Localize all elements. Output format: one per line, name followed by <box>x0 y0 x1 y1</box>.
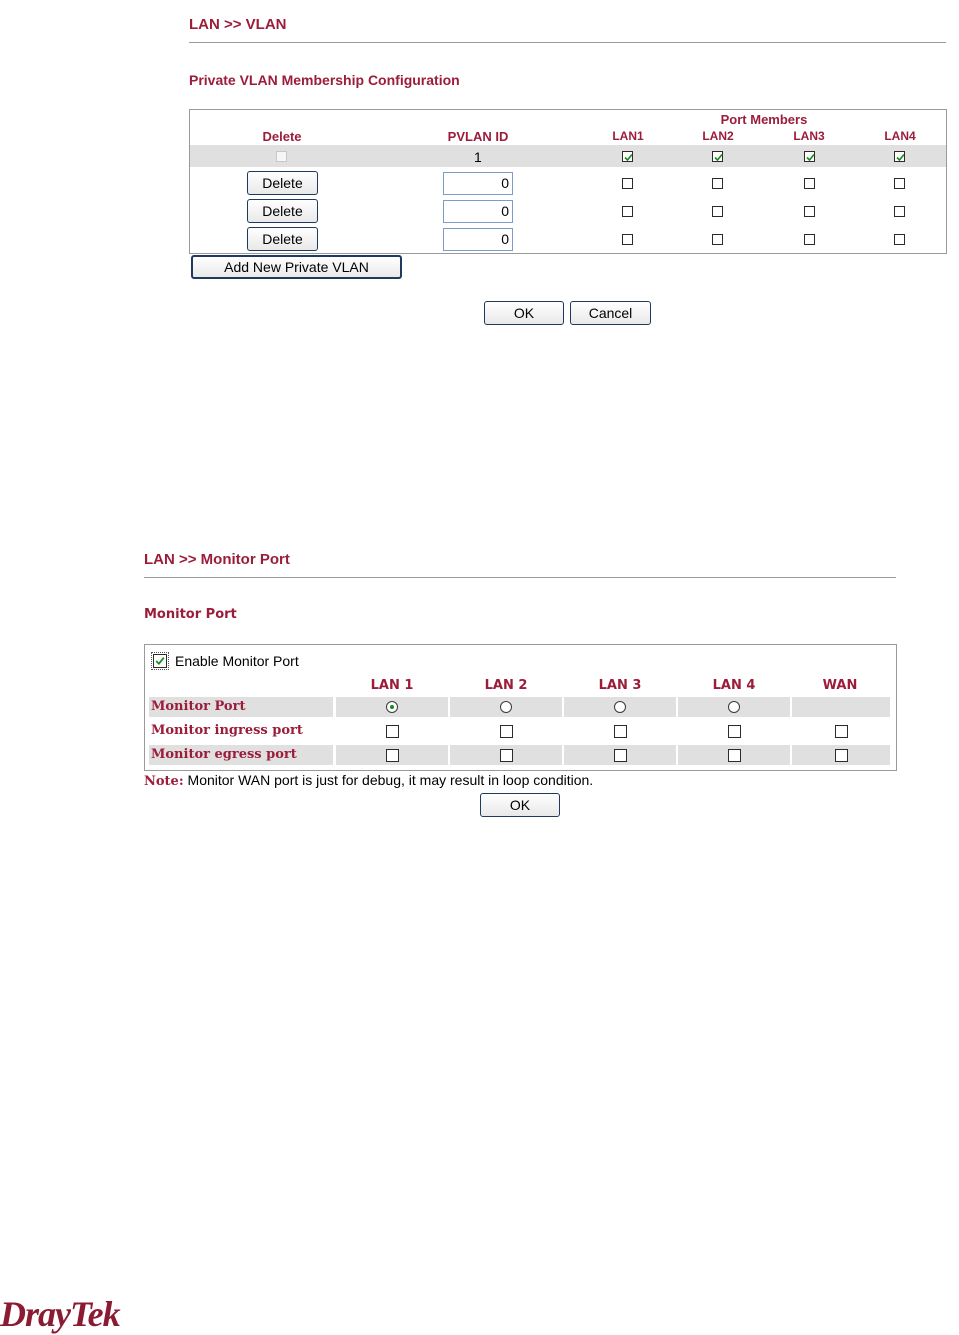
row3-lan1-checkbox[interactable] <box>622 206 633 217</box>
monitor-lan4-radio[interactable] <box>728 701 740 713</box>
vlan-cancel-button[interactable]: Cancel <box>570 301 651 325</box>
row2-lan4-checkbox[interactable] <box>894 178 905 189</box>
monitor-section-title: Monitor Port <box>144 607 237 622</box>
port-members-header: Port Members <box>720 112 808 127</box>
egress-lan3-checkbox[interactable] <box>614 749 627 762</box>
col-wan-header: WAN <box>822 678 858 693</box>
egress-lan4-checkbox[interactable] <box>728 749 741 762</box>
col-lan4-header: LAN 4 <box>712 678 756 693</box>
row2-lan3-checkbox[interactable] <box>804 178 815 189</box>
monitor-ingress-row-label: Monitor ingress port <box>151 723 303 738</box>
col-lan1-header: LAN 1 <box>370 678 414 693</box>
pvlan-id-input[interactable]: 0 <box>443 228 513 251</box>
vlan-page-title: LAN >> VLAN <box>189 16 287 33</box>
monitor-table <box>144 644 897 771</box>
enable-monitor-label: Enable Monitor Port <box>175 653 299 669</box>
pvlan-id-input[interactable]: 0 <box>443 200 513 223</box>
col-lan3-header: LAN 3 <box>598 678 642 693</box>
row4-lan4-checkbox[interactable] <box>894 234 905 245</box>
ingress-lan4-checkbox[interactable] <box>728 725 741 738</box>
draytek-logo: DrayTek <box>0 1294 120 1334</box>
monitor-lan2-radio[interactable] <box>500 701 512 713</box>
pvlan-id-input[interactable]: 0 <box>443 172 513 195</box>
row2-lan1-checkbox[interactable] <box>622 178 633 189</box>
vlan-table <box>189 109 947 254</box>
table-row <box>190 145 946 167</box>
egress-lan2-checkbox[interactable] <box>500 749 513 762</box>
pvlan-id-column-header: PVLAN ID <box>447 129 509 144</box>
delete-checkbox-disabled <box>276 151 287 162</box>
note-text: Monitor WAN port is just for debug, it may result in loop condition. <box>183 772 594 788</box>
monitor-title-divider <box>144 577 896 578</box>
add-new-private-vlan-button[interactable]: Add New Private VLAN <box>191 255 402 279</box>
monitor-lan1-radio[interactable] <box>386 701 398 713</box>
lan2-column-header: LAN2 <box>702 129 734 143</box>
enable-monitor-checkbox[interactable] <box>153 654 167 668</box>
ingress-lan1-checkbox[interactable] <box>386 725 399 738</box>
row1-lan4-checkbox[interactable] <box>894 151 905 162</box>
note-label: Note: <box>144 774 184 789</box>
ingress-wan-checkbox[interactable] <box>835 725 848 738</box>
vlan-title-divider <box>189 42 946 43</box>
ingress-lan3-checkbox[interactable] <box>614 725 627 738</box>
vlan-section-title: Private VLAN Membership Configuration <box>189 72 460 88</box>
lan1-column-header: LAN1 <box>612 129 644 143</box>
lan4-column-header: LAN4 <box>884 129 916 143</box>
row3-lan4-checkbox[interactable] <box>894 206 905 217</box>
row1-lan2-checkbox[interactable] <box>712 151 723 162</box>
monitor-ok-button[interactable]: OK <box>480 793 560 817</box>
vlan-ok-button[interactable]: OK <box>484 301 564 325</box>
row3-lan2-checkbox[interactable] <box>712 206 723 217</box>
row4-lan3-checkbox[interactable] <box>804 234 815 245</box>
row4-lan2-checkbox[interactable] <box>712 234 723 245</box>
delete-button[interactable]: Delete <box>247 227 318 251</box>
monitor-lan3-radio[interactable] <box>614 701 626 713</box>
monitor-page-title: LAN >> Monitor Port <box>144 551 290 568</box>
row3-lan3-checkbox[interactable] <box>804 206 815 217</box>
monitor-note <box>144 772 593 789</box>
delete-button[interactable]: Delete <box>247 171 318 195</box>
row1-lan1-checkbox[interactable] <box>622 151 633 162</box>
table-cell <box>792 697 890 717</box>
delete-button[interactable]: Delete <box>247 199 318 223</box>
row4-lan1-checkbox[interactable] <box>622 234 633 245</box>
egress-wan-checkbox[interactable] <box>835 749 848 762</box>
pvlan-id-value: 1 <box>474 149 482 165</box>
row1-lan3-checkbox[interactable] <box>804 151 815 162</box>
monitor-egress-row-label: Monitor egress port <box>151 747 297 762</box>
col-lan2-header: LAN 2 <box>484 678 528 693</box>
ingress-lan2-checkbox[interactable] <box>500 725 513 738</box>
row2-lan2-checkbox[interactable] <box>712 178 723 189</box>
delete-column-header: Delete <box>262 129 302 144</box>
lan3-column-header: LAN3 <box>793 129 825 143</box>
monitor-port-row-label: Monitor Port <box>151 699 246 714</box>
egress-lan1-checkbox[interactable] <box>386 749 399 762</box>
